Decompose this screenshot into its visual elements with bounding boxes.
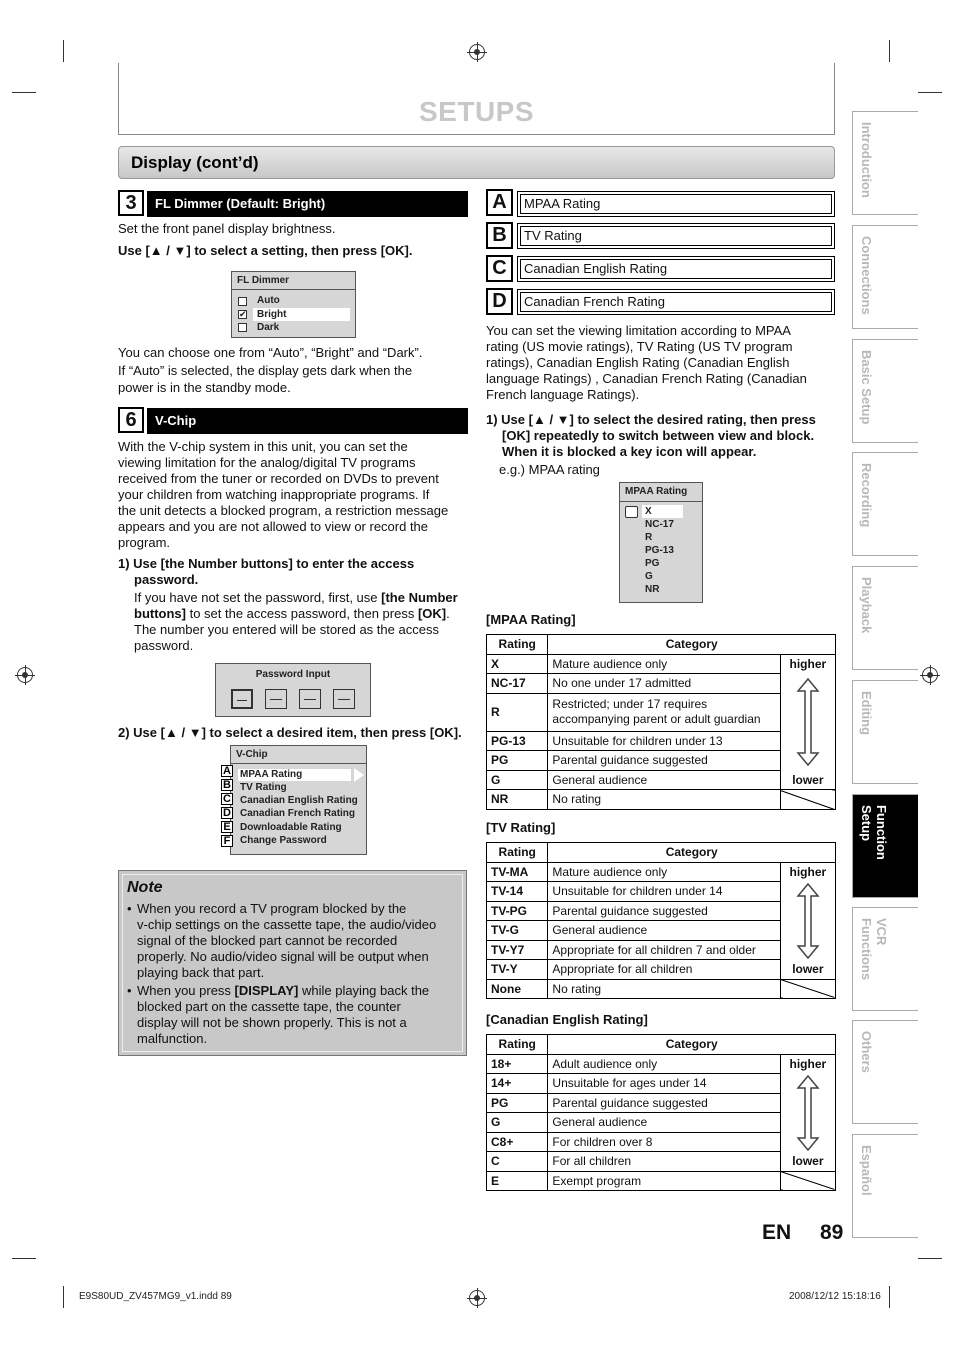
instruction: 1) Use [▲ / ▼] to select the desired rating, then press xyxy=(486,412,816,427)
crop-mark xyxy=(889,1286,890,1308)
table-row: C8+ For children over 8 xyxy=(487,1132,836,1152)
page-title: SETUPS xyxy=(418,96,535,127)
rating-item-pg[interactable]: PG xyxy=(645,558,660,569)
level-lower: lower xyxy=(780,1152,835,1172)
body-text: your children from watching inappropriate programs. If xyxy=(118,487,430,502)
body-text: power is in the standby mode. xyxy=(118,380,291,395)
table-row: PG Parental guidance suggested xyxy=(487,1093,836,1113)
tab-introduction[interactable]: Introduction xyxy=(852,111,918,215)
table-row: None No rating xyxy=(487,979,836,999)
password-digit-field[interactable] xyxy=(333,689,355,709)
menu-item-downloadable-rating[interactable]: Downloadable Rating xyxy=(240,822,342,833)
table-row: TV-G General audience xyxy=(487,921,836,941)
language-label: EN xyxy=(762,1221,792,1244)
tab-editing[interactable]: Editing xyxy=(852,680,918,784)
section-header xyxy=(118,146,835,179)
crop-mark xyxy=(63,40,64,62)
item-letter: D xyxy=(221,807,233,819)
note-text: blocked part on the cassette tape, the counter xyxy=(137,999,401,1014)
registration-mark-icon xyxy=(17,667,33,683)
body-text: You can choose one from “Auto”, “Bright” and “Dark”. xyxy=(118,345,423,360)
table-row: 18+ Adult audience only higher xyxy=(487,1054,836,1074)
double-arrow-icon xyxy=(793,883,823,959)
crop-mark xyxy=(918,92,942,93)
mpaa-rating-menu xyxy=(619,482,703,603)
item-letter: C xyxy=(221,793,233,805)
tab-basic-setup[interactable]: Basic Setup xyxy=(852,339,918,443)
note-text: display will not be shown properly. This is not a xyxy=(137,1015,407,1030)
canadian-english-rating-table: Rating Category 18+ Adult audience only higher 14+ Unsuitable for ages under 14 PG Parental guidance suggested G General audience C8+ For children over 8 C For all children lower E Exempt program xyxy=(486,1034,836,1191)
tab-others[interactable]: Others xyxy=(852,1020,918,1124)
page-number: 89 xyxy=(820,1221,844,1244)
table-row: R Restricted; under 17 requires accompanying parent or adult guardian xyxy=(487,693,836,731)
card-letter: B xyxy=(486,222,513,249)
table-row: PG Parental guidance suggested xyxy=(487,751,836,771)
table-row: 14+ Unsuitable for ages under 14 xyxy=(487,1074,836,1094)
example-caption: e.g.) MPAA rating xyxy=(499,462,600,477)
table-row: NR No rating xyxy=(487,790,836,810)
menu-item-auto[interactable]: Auto xyxy=(257,295,280,306)
note-text: v-chip settings on the cassette tape, the audio/video xyxy=(137,917,437,932)
body-text: password. xyxy=(134,638,194,653)
item-letter: E xyxy=(221,821,233,833)
card-tv-rating: TV Rating xyxy=(517,223,835,249)
note-text: When you record a TV program blocked by the xyxy=(137,901,407,916)
menu-item-dark[interactable]: Dark xyxy=(257,322,280,333)
table-row: C For all children lower xyxy=(487,1152,836,1172)
vchip-menu xyxy=(230,745,367,855)
table-row: PG-13 Unsuitable for children under 13 xyxy=(487,731,836,751)
body-text: ratings), Canadian English Rating (Canadian English xyxy=(486,355,790,370)
lock-icon xyxy=(625,506,638,518)
instruction: [OK] repeatedly to switch between view and block. xyxy=(502,428,815,443)
menu-title: MPAA Rating xyxy=(625,486,688,497)
body-text: If “Auto” is selected, the display gets dark when the xyxy=(118,363,413,378)
table-row: TV-14 Unsuitable for children under 14 xyxy=(487,882,836,902)
note-box: Note • When you record a TV program blocked by the v-chip settings on the cassette tape, the audio/video signal of the blocked part cannot be recorded properly. No audio/video signal will be output when playing back that part. • When you press [DISPLAY] while playing back the blocked part on the cassette tape, the counter display will not be shown properly. This is not a malfunction. xyxy=(118,870,467,1056)
tab-playback[interactable]: Playback xyxy=(852,566,918,670)
dialog-title: Password Input xyxy=(255,669,331,680)
password-digit-field[interactable] xyxy=(299,689,321,709)
level-higher: higher xyxy=(780,654,835,674)
level-higher: higher xyxy=(780,862,835,882)
body-text: viewing limitation for the analog/digital TV programs xyxy=(118,455,416,470)
tab-function-setup[interactable]: Function Setup xyxy=(852,794,918,898)
step-title: V-Chip xyxy=(147,408,468,434)
table-row: TV-Y7 Appropriate for all children 7 and older xyxy=(487,940,836,960)
tab-recording[interactable]: Recording xyxy=(852,452,918,556)
table-row: TV-MA Mature audience only higher xyxy=(487,862,836,882)
double-arrow-icon xyxy=(793,1075,823,1151)
mpaa-rating-table: Rating Category X Mature audience only higher NC-17 No one under 17 admitted R Restricted; under 17 requires accompanying parent or adult guardian PG-13 Unsuitable for children under 13 PG Parental guidance suggested G General audience lower NR No rating xyxy=(486,634,836,810)
note-text: signal of the blocked part cannot be recorded xyxy=(137,933,398,948)
table-row: E Exempt program xyxy=(487,1171,836,1191)
card-letter: A xyxy=(486,189,513,216)
step-description: Set the front panel display brightness. xyxy=(118,221,336,236)
level-lower: lower xyxy=(780,770,835,790)
body-text: language Ratings) , Canadian French Rating (Canadian xyxy=(486,371,807,386)
menu-item-tv-rating[interactable]: TV Rating xyxy=(240,782,287,793)
card-canadian-french-rating: Canadian French Rating xyxy=(517,289,835,315)
table-label: [TV Rating] xyxy=(486,820,556,835)
menu-title: FL Dimmer xyxy=(237,275,290,286)
crop-mark xyxy=(918,1258,942,1259)
crop-mark xyxy=(12,1258,36,1259)
item-letter: A xyxy=(221,765,233,777)
footer-file-info: E9S80UD_ZV457MG9_v1.indd 89 xyxy=(79,1291,232,1302)
card-mpaa-rating: MPAA Rating xyxy=(517,191,835,217)
table-label: [MPAA Rating] xyxy=(486,612,576,627)
table-row: TV-PG Parental guidance suggested xyxy=(487,901,836,921)
menu-item-canadian-english-rating[interactable]: Canadian English Rating xyxy=(240,795,358,806)
menu-item-bright[interactable]: Bright xyxy=(257,309,287,320)
fl-dimmer-menu xyxy=(231,271,356,338)
checkbox-icon[interactable] xyxy=(238,323,247,332)
crop-mark xyxy=(12,92,36,93)
registration-mark-icon xyxy=(469,1290,485,1306)
body-text: the unit detects a blocked program, a restriction message xyxy=(118,503,449,518)
rating-item-g[interactable]: G xyxy=(645,571,653,582)
instruction: Use [▲ / ▼] to select a setting, then press [OK]. xyxy=(118,243,413,258)
body-text: With the V-chip system in this unit, you can set the xyxy=(118,439,408,454)
footer-timestamp: 2008/12/12 15:18:16 xyxy=(789,1291,881,1302)
rating-item-x[interactable]: X xyxy=(645,506,652,517)
body-text: buttons] to set the access password, then press [OK]. xyxy=(134,606,450,621)
table-row: G General audience xyxy=(487,1113,836,1133)
table-row: X Mature audience only higher xyxy=(487,654,836,674)
note-text: malfunction. xyxy=(137,1031,208,1046)
instruction: 2) Use [▲ / ▼] to select a desired item, then press [OK]. xyxy=(118,725,462,740)
password-digit-field[interactable] xyxy=(265,689,287,709)
body-text: program. xyxy=(118,535,171,550)
registration-mark-icon xyxy=(469,44,485,60)
item-letter: F xyxy=(221,835,233,847)
menu-item-change-password[interactable]: Change Password xyxy=(240,835,327,846)
body-text: If you have not set the password, first, use [the Number xyxy=(134,590,458,605)
note-text: When you press [DISPLAY] while playing back the xyxy=(137,983,430,998)
rating-item-nr[interactable]: NR xyxy=(645,584,660,595)
menu-title: V-Chip xyxy=(236,749,268,760)
body-text: appears and you are not allowed to view or record the xyxy=(118,519,429,534)
note-title: Note xyxy=(127,879,163,896)
note-text: playing back that part. xyxy=(137,965,265,980)
registration-mark-icon xyxy=(922,667,938,683)
table-row: NC-17 No one under 17 admitted xyxy=(487,674,836,694)
card-letter: D xyxy=(486,288,513,315)
menu-item-canadian-french-rating[interactable]: Canadian French Rating xyxy=(240,808,356,819)
step-number: 3 xyxy=(118,190,144,216)
table-label: [Canadian English Rating] xyxy=(486,1012,648,1027)
tab-connections[interactable]: Connections xyxy=(852,225,918,329)
card-canadian-english-rating: Canadian English Rating xyxy=(517,256,835,282)
card-letter: C xyxy=(486,255,513,282)
checkbox-checked-icon[interactable]: ✔ xyxy=(239,309,247,319)
checkbox-icon[interactable] xyxy=(238,297,247,306)
rating-item-nc-17[interactable]: NC-17 xyxy=(645,519,674,530)
instruction: 1) Use [the Number buttons] to enter the access xyxy=(118,556,415,571)
table-row: G General audience lower xyxy=(487,770,836,790)
password-digit-field[interactable] xyxy=(231,689,253,709)
body-text: You can set the viewing limitation according to MPAA xyxy=(486,323,791,338)
body-text: received from the tuner or recorded on DVDs to prevent xyxy=(118,471,439,486)
note-text: properly. No audio/video signal will be output when xyxy=(137,949,429,964)
menu-item-mpaa-rating[interactable]: MPAA Rating xyxy=(240,769,303,780)
tab-vcr-functions[interactable]: VCR Functions xyxy=(852,907,918,1011)
instruction: When it is blocked a key icon will appear. xyxy=(502,444,757,459)
body-text: rating (US movie ratings), TV Rating (US TV program xyxy=(486,339,793,354)
rating-item-r[interactable]: R xyxy=(645,532,653,543)
step-title: FL Dimmer (Default: Bright) xyxy=(147,191,468,217)
tv-rating-table: Rating Category TV-MA Mature audience only higher TV-14 Unsuitable for children under 14 TV-PG Parental guidance suggested TV-G General audience TV-Y7 Appropriate for all children 7 and older TV-Y Appropriate for all children lower None No rating xyxy=(486,842,836,999)
tab-espanol[interactable]: Español xyxy=(852,1134,918,1238)
body-text: French language Ratings). xyxy=(486,387,640,402)
step-number: 6 xyxy=(118,407,144,433)
table-row: TV-Y Appropriate for all children lower xyxy=(487,960,836,980)
instruction: password. xyxy=(134,572,199,587)
double-arrow-icon xyxy=(793,678,823,766)
level-higher: higher xyxy=(780,1054,835,1074)
body-text: The number you entered will be stored as the access xyxy=(134,622,439,637)
password-input-dialog xyxy=(215,663,371,717)
crop-mark xyxy=(63,1286,64,1308)
item-letter: B xyxy=(221,779,233,791)
arrow-right-icon xyxy=(354,768,364,782)
level-lower: lower xyxy=(780,960,835,980)
section-title: Display (cont’d) xyxy=(131,153,259,172)
rating-item-pg-13[interactable]: PG-13 xyxy=(645,545,674,556)
crop-mark xyxy=(889,40,890,62)
